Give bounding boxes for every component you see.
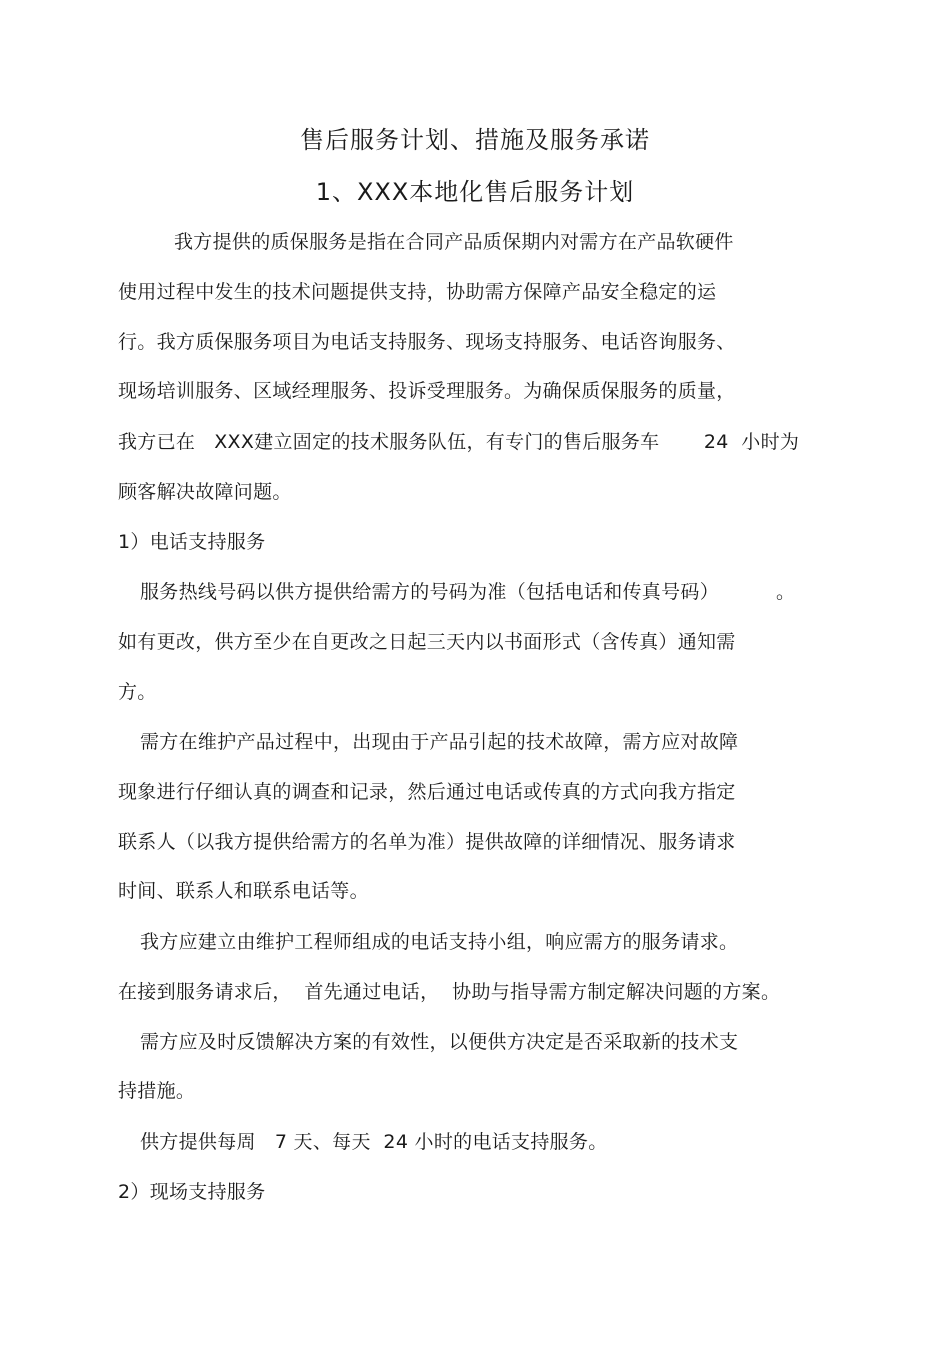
section-heading: 1、XXX本地化售后服务计划 [315, 178, 635, 206]
document-title: 售后服务计划、措施及服务承诺 [300, 126, 650, 154]
paragraph-line: 我方已在 XXX建立固定的技术服务队伍，有专门的售后服务车 24 小时为 [118, 431, 800, 453]
paragraph-line: 供方提供每周 7 天、每天 24 小时的电话支持服务。 [140, 1131, 608, 1153]
subsection-heading: 2）现场支持服务 [118, 1181, 266, 1203]
paragraph-line: 需方应及时反馈解决方案的有效性，以便供方决定是否采取新的技术支 [140, 1031, 739, 1053]
paragraph-line: 我方应建立由维护工程师组成的电话支持小组，响应需方的服务请求。 [140, 931, 739, 953]
paragraph-line: 在接到服务请求后， 首先通过电话， 协助与指导需方制定解决问题的方案。 [118, 981, 781, 1003]
paragraph-line: 使用过程中发生的技术问题提供支持，协助需方保障产品安全稳定的运 [118, 281, 717, 303]
paragraph-line: 时间、联系人和联系电话等。 [118, 880, 369, 902]
paragraph-line: 现象进行仔细认真的调查和记录，然后通过电话或传真的方式向我方指定 [118, 781, 736, 803]
paragraph-line: 行。我方质保服务项目为电话支持服务、现场支持服务、电话咨询服务、 [118, 331, 736, 353]
paragraph-line: 需方在维护产品过程中，出现由于产品引起的技术故障，需方应对故障 [140, 731, 739, 753]
paragraph-line: 持措施。 [118, 1080, 196, 1102]
paragraph-line: 服务热线号码以供方提供给需方的号码为准（包括电话和传真号码） 。 [140, 581, 796, 603]
paragraph-line: 联系人（以我方提供给需方的名单为准）提供故障的详细情况、服务请求 [118, 831, 736, 853]
paragraph-line: 如有更改，供方至少在自更改之日起三天内以书面形式（含传真）通知需 [118, 631, 736, 653]
subsection-heading: 1）电话支持服务 [118, 531, 266, 553]
paragraph-line: 方。 [118, 681, 157, 703]
paragraph-line: 顾客解决故障问题。 [118, 481, 292, 503]
paragraph-line: 我方提供的质保服务是指在合同产品质保期内对需方在产品软硬件 [174, 231, 734, 253]
paragraph-line: 现场培训服务、区域经理服务、投诉受理服务。为确保质保服务的质量， [118, 380, 736, 402]
